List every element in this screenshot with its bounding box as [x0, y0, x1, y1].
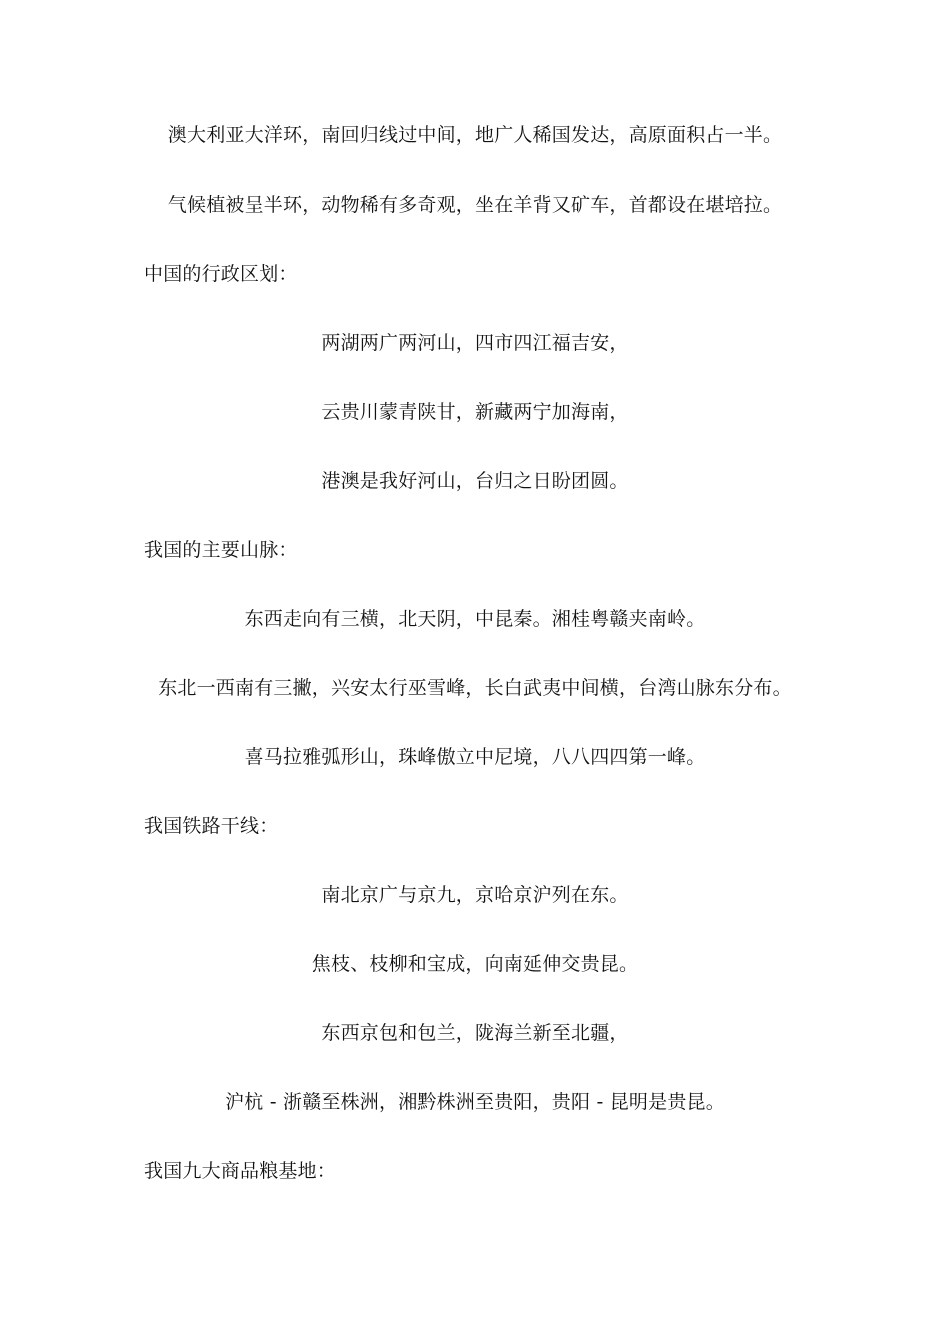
mountains-verse-line-1: 东西走向有三横，北天阴，中昆秦。湘桂粤赣夹南岭。: [244, 608, 706, 630]
section-heading-administrative-divisions: 中国的行政区划：: [144, 263, 298, 285]
mountains-verse-line-2: 东北一西南有三撇，兴安太行巫雪峰，长白武夷中间横，台湾山脉东分布。: [158, 677, 792, 699]
railways-verse-line-1: 南北京广与京九，京哈京沪列在东。: [321, 884, 629, 906]
australia-verse-line-2: 气候植被呈半环，动物稀有多奇观，坐在羊背又矿车，首都设在堪培拉。: [167, 194, 783, 216]
railways-verse-line-2: 焦枝、枝柳和宝成，向南延伸交贵昆。: [311, 953, 639, 975]
section-heading-mountains: 我国的主要山脉：: [144, 539, 298, 561]
divisions-verse-line-3: 港澳是我好河山，台归之日盼团圆。: [321, 470, 629, 492]
railways-verse-line-4: 沪杭 - 浙赣至株洲，湘黔株洲至贵阳，贵阳 - 昆明是贵昆。: [225, 1091, 725, 1113]
railways-verse-line-3: 东西京包和包兰，陇海兰新至北疆，: [321, 1022, 629, 1044]
divisions-verse-line-1: 两湖两广两河山，四市四江福吉安，: [321, 332, 629, 354]
section-heading-grain-bases: 我国九大商品粮基地：: [144, 1160, 337, 1182]
australia-verse-line-1: 澳大利亚大洋环，南回归线过中间，地广人稀国发达，高原面积占一半。: [167, 124, 783, 146]
mountains-verse-line-3: 喜马拉雅弧形山，珠峰傲立中尼境，八八四四第一峰。: [244, 746, 706, 768]
divisions-verse-line-2: 云贵川蒙青陕甘，新藏两宁加海南，: [321, 401, 629, 423]
section-heading-railways: 我国铁路干线：: [144, 815, 279, 837]
